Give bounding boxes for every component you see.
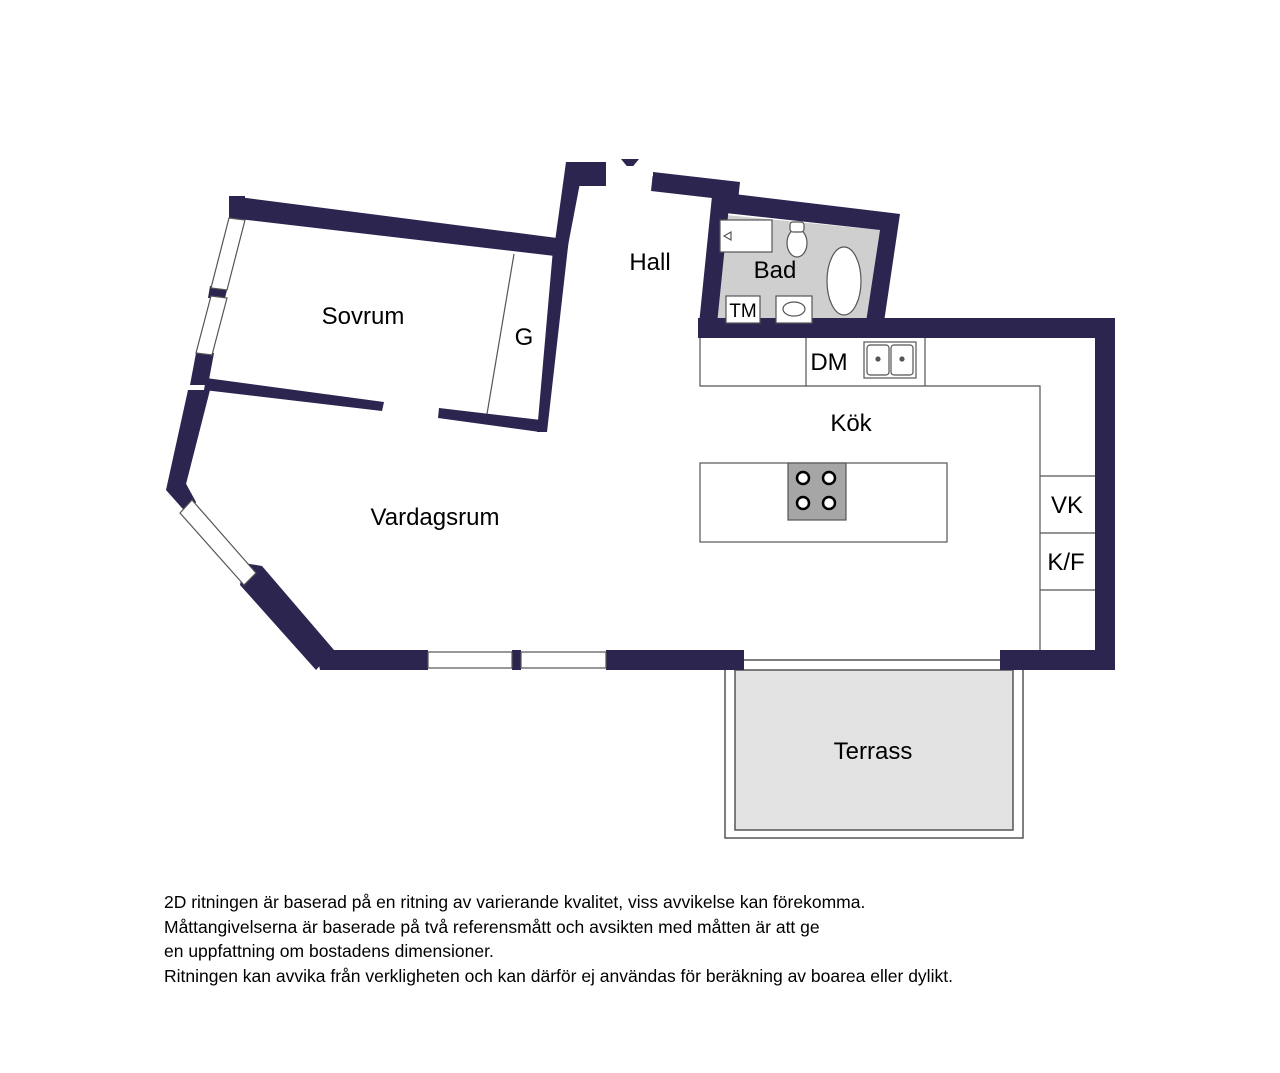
disclaimer-line: Ritningen kan avvika från verkligheten och kan därför ej användas för beräkning av boarea eller dylikt. [164, 965, 953, 986]
label-dm: DM [810, 349, 848, 376]
disclaimer [164, 890, 1244, 988]
label-tm: TM [729, 301, 757, 322]
label-bad: Bad [753, 257, 797, 284]
label-terrass: Terrass [833, 738, 913, 765]
label-kf: K/F [1047, 549, 1085, 576]
label-hall: Hall [629, 249, 671, 276]
label-vk: VK [1050, 492, 1084, 519]
label-sovrum: Sovrum [321, 303, 405, 330]
wardrobe [487, 254, 514, 414]
label-vardagsrum: Vardagsrum [370, 504, 500, 531]
bathtub-icon [827, 247, 861, 315]
disclaimer-line: Måttangivelserna är baserade på två referensmått och avsikten med måtten är att ge [164, 916, 820, 937]
label-garderob: G [514, 324, 534, 351]
label-kok: Kök [830, 410, 872, 437]
kitchen-sink-icon [864, 342, 916, 378]
toilet-icon [787, 229, 807, 257]
disclaimer-line: 2D ritningen är baserad på en ritning av varierande kvalitet, viss avvikelse kan förekomma. [164, 892, 866, 912]
disclaimer-line: en uppfattning om bostadens dimensioner. [164, 941, 494, 961]
cooktop-icon [788, 463, 846, 520]
